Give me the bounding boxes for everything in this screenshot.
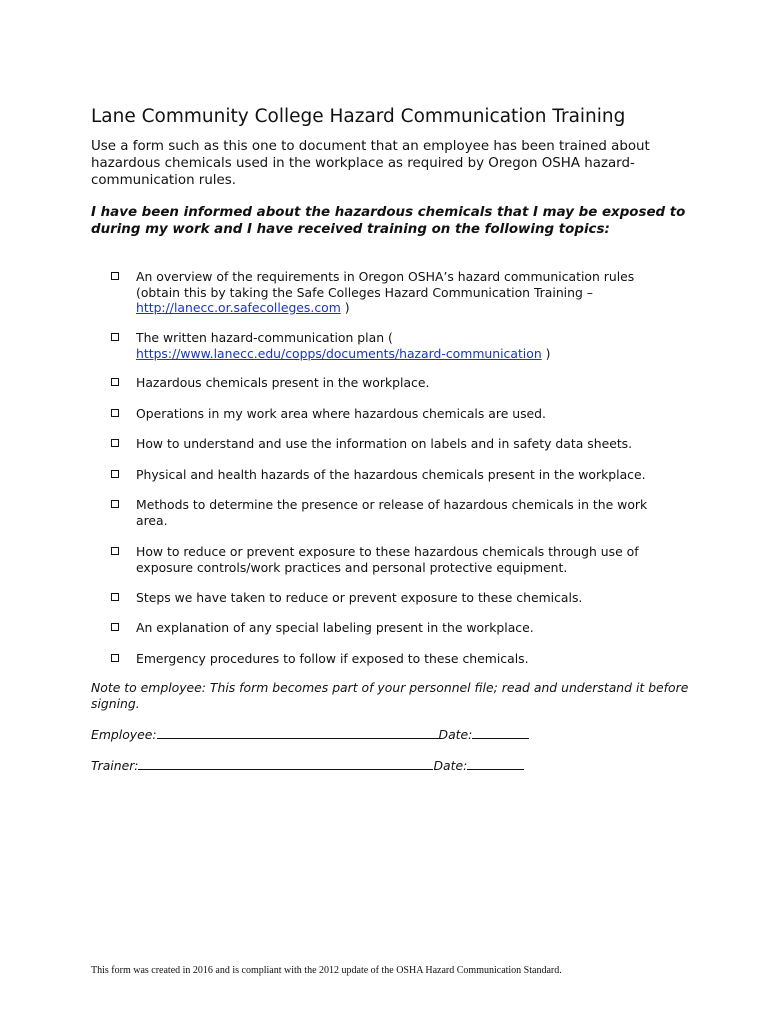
hazard-communication-plan-link[interactable]: https://www.lanecc.edu/copps/documents/hazard-communication <box>136 345 542 361</box>
topic-text: Operations in my work area where hazardous chemicals are used. <box>136 406 546 421</box>
trainer-date-field[interactable] <box>467 757 524 770</box>
topic-text: An overview of the requirements in Oregon OSHA’s hazard communication rules (obtain this by taking the Safe Colleges Hazard Communication Training – <box>136 269 635 300</box>
topic-item <box>111 497 671 528</box>
topic-item <box>111 651 671 667</box>
checkbox[interactable] <box>111 470 119 478</box>
topic-text: An explanation of any special labeling present in the workplace. <box>136 620 534 635</box>
footer-note: This form was created in 2016 and is compliant with the 2012 update of the OSHA Hazard Communication Standard. <box>91 965 562 976</box>
employee-signature-row <box>91 726 529 742</box>
topic-text: Methods to determine the presence or release of hazardous chemicals in the work area. <box>136 497 648 528</box>
checkbox[interactable] <box>111 378 119 386</box>
topic-item <box>111 375 671 391</box>
topic-text: Physical and health hazards of the hazardous chemicals present in the workplace. <box>136 467 646 482</box>
topic-item <box>111 544 671 575</box>
checkbox[interactable] <box>111 547 119 555</box>
topic-text: The written hazard-communication plan ( <box>136 330 393 345</box>
page-title: Lane Community College Hazard Communication Training <box>91 106 626 127</box>
checkbox[interactable] <box>111 439 119 447</box>
topic-item <box>111 269 671 316</box>
topic-text-end: ) <box>545 345 551 361</box>
topic-item <box>111 330 671 361</box>
trainer-signature-row <box>91 757 524 773</box>
topic-item <box>111 467 671 483</box>
checkbox[interactable] <box>111 409 119 417</box>
date-label: Date: <box>438 727 473 742</box>
checkbox[interactable] <box>111 593 119 601</box>
training-statement: I have been informed about the hazardous chemicals that I may be exposed to during my work and I have received training on the following topics: <box>91 205 686 237</box>
topic-text: Steps we have taken to reduce or prevent exposure to these chemicals. <box>136 590 583 605</box>
topic-text: Hazardous chemicals present in the workplace. <box>136 375 430 390</box>
employee-date-field[interactable] <box>472 726 529 739</box>
topic-item <box>111 590 671 606</box>
topic-item <box>111 436 671 452</box>
checkbox[interactable] <box>111 654 119 662</box>
trainer-label: Trainer: <box>91 758 139 773</box>
date-label: Date: <box>433 758 468 773</box>
topic-item <box>111 620 671 636</box>
topic-item <box>111 406 671 422</box>
topic-text: How to reduce or prevent exposure to these hazardous chemicals through use of exposure controls/work practices and personal protective equipment. <box>136 544 639 575</box>
checkbox[interactable] <box>111 333 119 341</box>
safecolleges-link[interactable]: http://lanecc.or.safecolleges.com <box>136 300 341 315</box>
checkbox[interactable] <box>111 500 119 508</box>
intro-paragraph: Use a form such as this one to document that an employee has been trained about hazardous chemicals used in the workplace as required by Oregon OSHA hazard-communication rules. <box>91 139 650 188</box>
employee-label: Employee: <box>91 727 157 742</box>
employee-signature-field[interactable] <box>157 726 439 739</box>
employee-note: Note to employee: This form becomes part of your personnel file; read and understand it before signing. <box>91 680 689 711</box>
topic-text-end: ) <box>344 300 350 315</box>
topic-text: Emergency procedures to follow if exposed to these chemicals. <box>136 651 529 666</box>
trainer-signature-field[interactable] <box>138 757 433 770</box>
checkbox[interactable] <box>111 623 119 631</box>
checkbox[interactable] <box>111 272 119 280</box>
topic-text: How to understand and use the information on labels and in safety data sheets. <box>136 436 633 451</box>
